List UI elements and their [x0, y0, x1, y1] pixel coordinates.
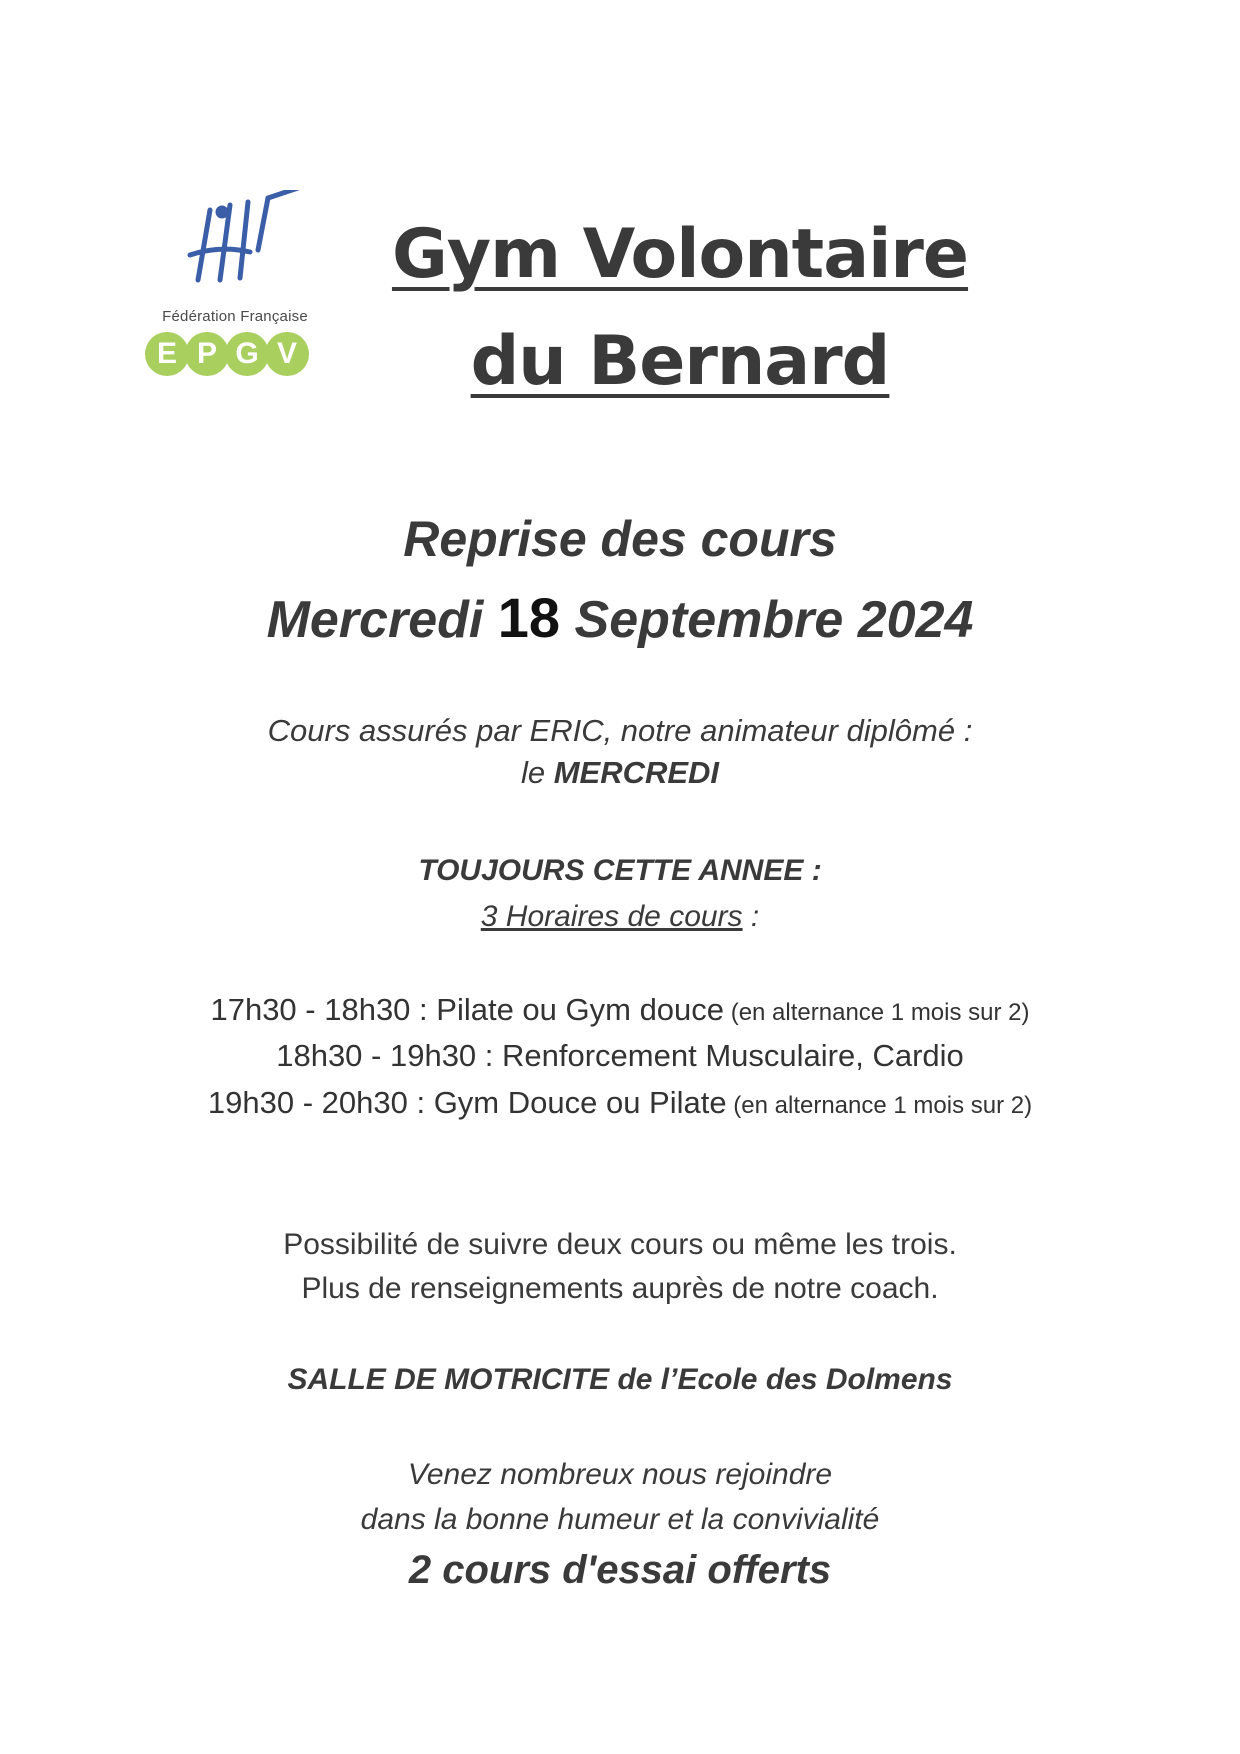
closing-line-1: Venez nombreux nous rejoindre: [407, 1458, 833, 1491]
logo-letter: G: [225, 332, 269, 376]
title-line-2: du Bernard: [470, 322, 890, 401]
weekday-line: [0, 755, 1240, 791]
schedule-row: [0, 1038, 1240, 1074]
schedule-row: [0, 992, 1240, 1028]
trial-offer: 2 cours d'essai offerts: [408, 1548, 832, 1592]
schedule-time: 19h30 - 20h30 :: [207, 1085, 434, 1120]
closing-line-2: dans la bonne humeur et la convivialité: [360, 1503, 880, 1536]
weekday-name: MERCREDI: [553, 755, 720, 790]
schedule-row: [0, 1085, 1240, 1121]
schedule-activity: Pilate ou Gym douce: [436, 992, 725, 1027]
logo-letter: P: [185, 332, 229, 376]
epgv-letters: [145, 332, 305, 376]
schedule-time: 17h30 - 18h30 :: [210, 992, 437, 1027]
schedule-activity: Renforcement Musculaire, Cardio: [502, 1038, 964, 1073]
start-weekday: Mercredi: [266, 591, 484, 649]
schedule-note: (en alternance 1 mois sur 2): [726, 1092, 1033, 1119]
horaires-suffix: :: [742, 900, 760, 933]
reprise-heading: Reprise des cours: [403, 511, 837, 567]
venue-line: SALLE DE MOTRICITE de l’Ecole des Dolmens: [287, 1363, 953, 1396]
weekday-prefix: le: [520, 755, 554, 790]
gymnast-figures-icon: [180, 190, 320, 300]
start-day: 18: [497, 586, 561, 649]
federation-label: Fédération Française: [162, 308, 308, 325]
schedule-activity: Gym Douce ou Pilate: [433, 1085, 727, 1120]
schedule-time: 18h30 - 19h30 :: [276, 1038, 503, 1073]
logo-letter: E: [145, 332, 189, 376]
info-line: Plus de renseignements auprès de notre coach.: [301, 1272, 939, 1305]
epgv-logo: [140, 190, 330, 385]
instructor-line: Cours assurés par ERIC, notre animateur diplômé :: [267, 713, 973, 748]
horaires-label: 3 Horaires de cours: [480, 900, 743, 933]
title-line-1: Gym Volontaire: [391, 215, 969, 294]
start-month-year: Septembre 2024: [574, 591, 974, 649]
horaires-subheading: [0, 900, 1240, 934]
possibility-line: Possibilité de suivre deux cours ou même les trois.: [283, 1228, 957, 1261]
schedule-note: (en alternance 1 mois sur 2): [724, 999, 1030, 1026]
toujours-heading: TOUJOURS CETTE ANNEE :: [418, 854, 822, 887]
logo-letter: V: [265, 332, 309, 376]
start-date: [0, 585, 1240, 650]
